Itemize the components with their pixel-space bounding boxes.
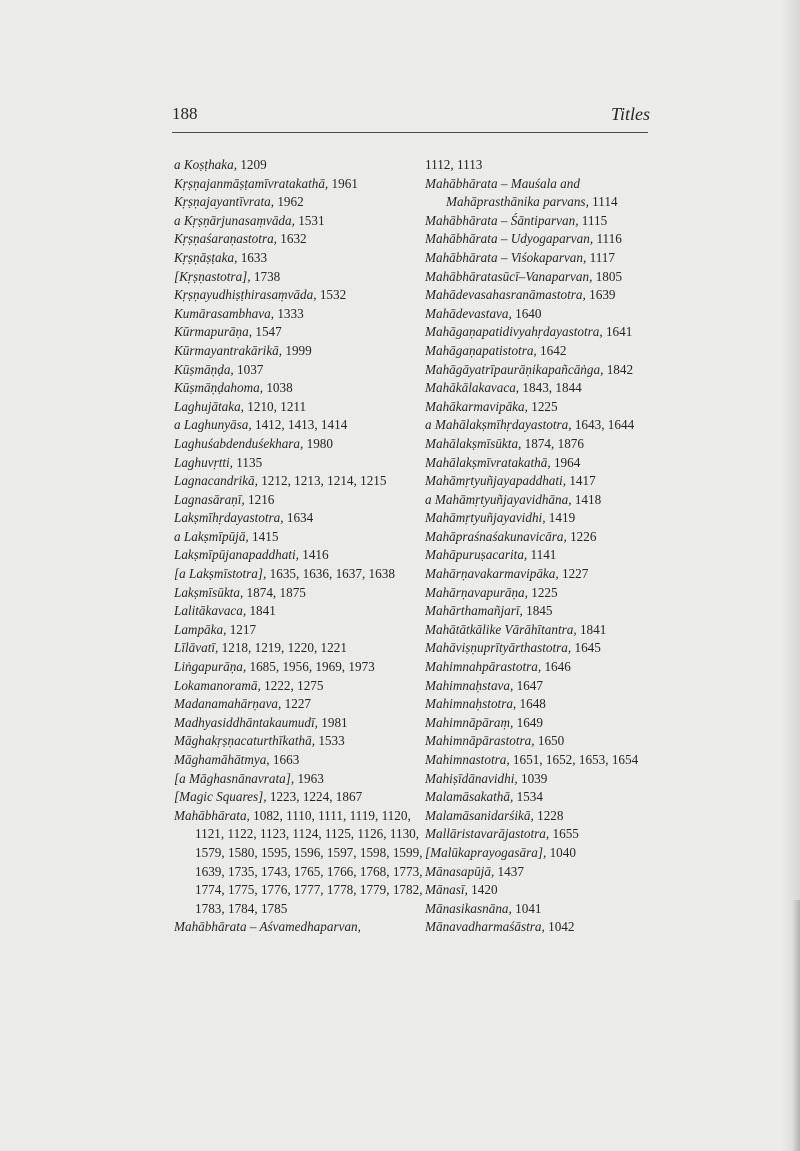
entry-title: Mānasapūjā, bbox=[425, 863, 495, 879]
entry-title: Māghamāhātmya, bbox=[174, 752, 270, 767]
index-entry bbox=[425, 230, 657, 249]
index-entry bbox=[174, 918, 424, 937]
index-entry bbox=[425, 528, 657, 547]
entry-references: 1534 bbox=[516, 789, 543, 805]
entry-title: Mahākarmavipāka, bbox=[425, 398, 528, 414]
entry-title: Kṛṣṇāṣṭaka, bbox=[174, 249, 238, 265]
entry-references: 1663 bbox=[272, 752, 300, 767]
entry-title: Mahāmṛtyuñjayavidhi, bbox=[425, 510, 546, 526]
entry-title: Liṅgapurāṇa, bbox=[174, 659, 247, 675]
index-entry bbox=[174, 435, 424, 454]
entry-references: 1633 bbox=[240, 249, 268, 265]
entry-references: 1961 bbox=[331, 175, 358, 191]
index-entry bbox=[174, 509, 424, 528]
entry-title: a Laghunyāsa, bbox=[174, 417, 252, 433]
index-entry bbox=[174, 230, 424, 249]
entry-references: 1040 bbox=[549, 844, 576, 860]
entry-title: a Kṛṣṇārjunasaṃvāda, bbox=[174, 212, 295, 228]
entry-references: 1646 bbox=[544, 659, 571, 675]
entry-title: Mahimnāpāraṃ, bbox=[425, 714, 514, 730]
index-entry bbox=[174, 639, 424, 658]
entry-title: Mahimnastotra, bbox=[425, 752, 510, 767]
entry-title: Mānavadharmaśāstra, bbox=[425, 919, 545, 935]
entry-title: Mahimnāpārastotra, bbox=[425, 733, 535, 749]
index-entry bbox=[174, 546, 424, 565]
index-entry bbox=[174, 472, 424, 491]
entry-title: Kūrmayantrakārikā, bbox=[174, 342, 283, 358]
index-entry bbox=[425, 788, 657, 807]
entry-title: Mahāgaṇapatidivyahṛdayastotra, bbox=[425, 324, 603, 340]
entry-references: 1648 bbox=[519, 696, 546, 712]
index-entry bbox=[174, 751, 424, 770]
index-entry bbox=[425, 379, 657, 398]
index-entry bbox=[425, 565, 657, 584]
index-entry bbox=[425, 323, 657, 342]
index-entry bbox=[174, 788, 424, 807]
running-title: Titles bbox=[610, 104, 650, 124]
index-entry bbox=[425, 751, 657, 770]
index-entry bbox=[174, 175, 424, 194]
index-entry bbox=[425, 268, 657, 287]
entry-references: 1962 bbox=[277, 194, 304, 210]
entry-title: Mānasikasnāna, bbox=[425, 900, 512, 916]
index-entry bbox=[174, 361, 424, 380]
entry-title: Mahābhārata – Mauśala and Mahāprasthānika parvans, bbox=[425, 175, 589, 210]
entry-title: Kūrmapurāṇa, bbox=[174, 324, 253, 340]
index-entry bbox=[174, 249, 424, 268]
entry-title: Māghakṛṣṇacaturthīkathā, bbox=[174, 733, 316, 749]
entry-references: 1416 bbox=[302, 547, 329, 563]
entry-references: 1643, 1644 bbox=[574, 417, 635, 433]
entry-title: Kṛṣṇaśaraṇastotra, bbox=[174, 231, 277, 247]
entry-references: 1964 bbox=[553, 454, 581, 470]
entry-references: 1874, 1876 bbox=[524, 435, 584, 451]
entry-references: 1845 bbox=[526, 603, 553, 619]
index-column-left bbox=[174, 156, 424, 937]
entry-title: Mahābhārata – Aśvamedhaparvan, bbox=[174, 919, 361, 935]
index-entry bbox=[425, 714, 657, 733]
index-entry bbox=[425, 807, 657, 826]
index-entry bbox=[174, 714, 424, 733]
entry-references: 1634 bbox=[286, 510, 314, 526]
index-entry bbox=[174, 677, 424, 696]
entry-title: Kṛṣṇajayantīvrata, bbox=[174, 194, 275, 210]
entry-references: 1874, 1875 bbox=[246, 584, 306, 600]
entry-title: Mahālakṣmīvratakathā, bbox=[425, 454, 551, 470]
index-entry bbox=[425, 918, 657, 937]
entry-title: Mahādevasahasranāmastotra, bbox=[425, 287, 586, 303]
entry-title: Madanamahārṇava, bbox=[174, 696, 282, 712]
entry-references: 1999 bbox=[285, 342, 312, 358]
entry-references: 1039 bbox=[520, 770, 548, 786]
entry-title: Lokamanoramā, bbox=[174, 677, 261, 693]
entry-references: 1655 bbox=[552, 826, 579, 842]
entry-title: Mahārṇavakarmavipāka, bbox=[425, 566, 559, 582]
entry-title: Mahiṣīdānavidhi, bbox=[425, 770, 518, 786]
entry-references: 1805 bbox=[595, 268, 623, 284]
entry-title: Lagnasāraṇī, bbox=[174, 491, 245, 507]
index-entry bbox=[425, 249, 657, 268]
entry-title: Mahāgāyatrīpaurāṇikapañcāṅga, bbox=[425, 361, 604, 377]
index-entry bbox=[425, 881, 657, 900]
entry-references: 1645 bbox=[574, 640, 601, 656]
index-entry bbox=[174, 732, 424, 751]
entry-references: 1210, 1211 bbox=[247, 398, 307, 414]
entry-title: Mahāviṣṇuprītyārthastotra, bbox=[425, 640, 572, 656]
index-entry bbox=[174, 416, 424, 435]
index-entry bbox=[425, 584, 657, 603]
entry-references: 1041 bbox=[515, 900, 542, 916]
entry-references: 1116 bbox=[596, 231, 622, 247]
entry-references: 1225 bbox=[531, 398, 558, 414]
index-entry bbox=[425, 398, 657, 417]
entry-title: Lakṣmīhṛdayastotra, bbox=[174, 510, 284, 526]
entry-title: Kumārasambhava, bbox=[174, 305, 275, 321]
index-entry bbox=[174, 695, 424, 714]
index-entry bbox=[174, 305, 424, 324]
index-entry bbox=[174, 342, 424, 361]
entry-references: 1647 bbox=[516, 677, 543, 693]
entry-references: 1651, 1652, 1653, 1654 bbox=[512, 752, 639, 767]
entry-references: 1632 bbox=[280, 231, 307, 247]
entry-references: 1738 bbox=[253, 268, 281, 284]
entry-references: 1226 bbox=[570, 528, 597, 544]
index-entry bbox=[174, 602, 424, 621]
entry-references: 1981 bbox=[321, 714, 348, 730]
entry-references: 1418 bbox=[574, 491, 602, 507]
index-entry bbox=[425, 491, 657, 510]
entry-title: a Mahālakṣmīhṛdayastotra, bbox=[425, 417, 572, 433]
entry-title: Lalitākavaca, bbox=[174, 603, 247, 619]
index-entry bbox=[174, 491, 424, 510]
entry-references: 1117 bbox=[589, 249, 615, 265]
entry-title: Laghujātaka, bbox=[174, 398, 244, 414]
entry-references: 1635, 1636, 1637, 1638 bbox=[269, 566, 395, 582]
entry-title: Mahābhārata – Udyogaparvan, bbox=[425, 231, 594, 247]
entry-references: 1227 bbox=[561, 566, 589, 582]
entry-references: 1222, 1275 bbox=[264, 677, 324, 693]
entry-references: 1420 bbox=[471, 882, 498, 898]
entry-references: 1437 bbox=[497, 863, 524, 879]
entry-title: Mahāmṛtyuñjayapaddhati, bbox=[425, 473, 567, 489]
entry-references: 1333 bbox=[277, 305, 304, 321]
entry-references: 1841 bbox=[249, 603, 276, 619]
entry-references: 1650 bbox=[537, 733, 565, 749]
entry-title: Lagnacandrikā, bbox=[174, 473, 258, 489]
index-entry bbox=[425, 863, 657, 882]
index-entry bbox=[174, 621, 424, 640]
index-entry bbox=[425, 602, 657, 621]
entry-title: Mahārṇavapurāṇa, bbox=[425, 584, 528, 600]
entry-title: a Lakṣmīpūjā, bbox=[174, 528, 249, 544]
entry-title: Mahābhārata – Viśokaparvan, bbox=[425, 249, 587, 265]
entry-references: 1963 bbox=[297, 770, 324, 786]
entry-title: Malamāsanidarśikā, bbox=[425, 807, 534, 823]
entry-title: a Koṣṭhaka, bbox=[174, 157, 238, 172]
entry-title: Līlāvatī, bbox=[174, 640, 219, 656]
index-entry bbox=[174, 379, 424, 398]
entry-title: Mahābhāratasūcī–Vanaparvan, bbox=[425, 268, 593, 284]
index-entry bbox=[425, 639, 657, 658]
page-header bbox=[0, 0, 800, 150]
entry-title: Mahākālakavaca, bbox=[425, 380, 520, 396]
index-entry bbox=[425, 546, 657, 565]
index-entry bbox=[174, 156, 424, 175]
index-entry bbox=[425, 621, 657, 640]
index-entry bbox=[425, 472, 657, 491]
entry-title: Mahātātkālike Vārāhītantra, bbox=[425, 621, 577, 637]
index-entry bbox=[425, 156, 657, 175]
entry-references: 1223, 1224, 1867 bbox=[269, 789, 363, 805]
index-entry bbox=[174, 286, 424, 305]
index-entry bbox=[425, 732, 657, 751]
index-entry bbox=[425, 361, 657, 380]
entry-references: 1082, 1110, 1111, 1119, 1120, 1121, 1122, 1123, 1124, 1125, 1126, 1130, 1579, 1580, 1595, 1596, 1597, 1598, 1599, 1639, 1735, 1743, 1765, 1766, 1768, 1773, 1774, 1775, 1776, 1777, 1778, 1779, 1782, 1783, 1784, 1785 bbox=[195, 807, 423, 916]
entry-title: [Kṛṣṇastotra], bbox=[174, 268, 251, 284]
header-rule bbox=[172, 132, 648, 133]
entry-references: 1532 bbox=[319, 287, 347, 303]
entry-references: 1639 bbox=[589, 287, 616, 303]
entry-references: 1218, 1219, 1220, 1221 bbox=[221, 640, 347, 656]
entry-references: 1642 bbox=[540, 342, 567, 358]
entry-references: 1225 bbox=[531, 584, 558, 600]
entry-references: 1685, 1956, 1969, 1973 bbox=[249, 659, 375, 675]
entry-references: 1037 bbox=[237, 361, 264, 377]
entry-title: Madhyasiddhāntakaumudī, bbox=[174, 714, 318, 730]
index-entry bbox=[425, 844, 657, 863]
entry-references: 1228 bbox=[537, 807, 564, 823]
entry-title: Kṛṣṇajanmāṣṭamīvratakathā, bbox=[174, 175, 329, 191]
entry-title: Mahālakṣmīsūkta, bbox=[425, 435, 522, 451]
entry-title: [Malūkaprayogasāra], bbox=[425, 844, 547, 860]
entry-title: Mahimnaḥstotra, bbox=[425, 696, 517, 712]
index-entry bbox=[174, 770, 424, 789]
entry-title: [Magic Squares], bbox=[174, 789, 267, 805]
entry-references: 1841 bbox=[579, 621, 607, 637]
entry-references: 1531 bbox=[298, 212, 325, 228]
entry-title: Mahāgaṇapatistotra, bbox=[425, 342, 537, 358]
index-entry bbox=[425, 305, 657, 324]
entry-title: Lakṣmīpūjanapaddhati, bbox=[174, 547, 299, 563]
entry-references: 1112, 1113 bbox=[425, 157, 483, 172]
index-entry bbox=[425, 212, 657, 231]
entry-title: [a Lakṣmīstotra], bbox=[174, 566, 267, 582]
entry-references: 1417 bbox=[569, 473, 596, 489]
entry-title: Mānasī, bbox=[425, 882, 468, 898]
index-entry bbox=[425, 900, 657, 919]
entry-title: Mahādevastava, bbox=[425, 305, 512, 321]
index-entry bbox=[425, 825, 657, 844]
entry-title: Mahimnaḥstava, bbox=[425, 677, 514, 693]
index-entry bbox=[425, 695, 657, 714]
index-entry bbox=[425, 416, 657, 435]
entry-title: Mahābhārata – Śāntiparvan, bbox=[425, 212, 579, 228]
entry-title: Mahimnahpārastotra, bbox=[425, 659, 542, 675]
entry-title: Laghuvṛtti, bbox=[174, 454, 233, 470]
index-entry bbox=[174, 398, 424, 417]
entry-references: 1115 bbox=[581, 212, 608, 228]
index-entry bbox=[174, 323, 424, 342]
entry-references: 1114 bbox=[592, 194, 618, 210]
entry-references: 1649 bbox=[516, 714, 543, 730]
index-entry bbox=[174, 528, 424, 547]
entry-references: 1641 bbox=[605, 324, 633, 340]
index-entry bbox=[425, 175, 657, 212]
entry-references: 1640 bbox=[515, 305, 542, 321]
entry-references: 1042 bbox=[548, 919, 575, 935]
index-entry bbox=[174, 565, 424, 584]
index-entry bbox=[174, 454, 424, 473]
entry-title: Mahāpuruṣacarita, bbox=[425, 547, 528, 563]
index-entry bbox=[425, 286, 657, 305]
index-entry bbox=[425, 342, 657, 361]
index-entry bbox=[174, 584, 424, 603]
entry-references: 1547 bbox=[255, 324, 282, 340]
entry-references: 1412, 1413, 1414 bbox=[254, 417, 348, 433]
entry-title: Mahāpraśnaśakunavicāra, bbox=[425, 528, 567, 544]
entry-references: 1843, 1844 bbox=[522, 380, 582, 396]
entry-references: 1980 bbox=[306, 435, 333, 451]
index-entry bbox=[425, 677, 657, 696]
index-entry bbox=[174, 212, 424, 231]
entry-title: a Mahāmṛtyuñjayavidhāna, bbox=[425, 491, 572, 507]
index-entry bbox=[425, 435, 657, 454]
index-entry bbox=[425, 509, 657, 528]
entry-title: Kṛṣṇayudhiṣṭhirasaṃvāda, bbox=[174, 287, 317, 303]
page-number: 188 bbox=[172, 104, 198, 123]
index-entry bbox=[174, 807, 424, 919]
entry-title: Malamāsakathā, bbox=[425, 789, 514, 805]
entry-references: 1038 bbox=[266, 380, 293, 396]
entry-references: 1141 bbox=[530, 547, 557, 563]
entry-references: 1419 bbox=[548, 510, 576, 526]
index-entry bbox=[174, 268, 424, 287]
entry-title: Kūṣmāṇḍahoma, bbox=[174, 380, 264, 396]
index-entry bbox=[425, 770, 657, 789]
entry-references: 1533 bbox=[318, 733, 345, 749]
index-entry bbox=[425, 658, 657, 677]
index-column-right bbox=[425, 156, 657, 937]
entry-title: Lampāka, bbox=[174, 621, 227, 637]
entry-references: 1842 bbox=[606, 361, 634, 377]
entry-title: [a Māghasnānavrata], bbox=[174, 770, 295, 786]
entry-references: 1135 bbox=[236, 454, 263, 470]
entry-title: Mahābhārata, bbox=[174, 807, 250, 823]
entry-references: 1227 bbox=[284, 696, 311, 712]
page-edge-shadow-lower bbox=[792, 900, 800, 1151]
entry-references: 1217 bbox=[229, 621, 257, 637]
entry-references: 1415 bbox=[252, 528, 279, 544]
index-entry bbox=[425, 454, 657, 473]
entry-title: Kūṣmāṇḍa, bbox=[174, 361, 234, 377]
entry-title: Lakṣmīsūkta, bbox=[174, 584, 244, 600]
entry-references: 1209 bbox=[240, 157, 267, 172]
index-entry bbox=[174, 193, 424, 212]
entry-references: 1212, 1213, 1214, 1215 bbox=[261, 473, 387, 489]
index-entry bbox=[174, 658, 424, 677]
entry-references: 1216 bbox=[248, 491, 275, 507]
entry-title: Mahārthamañjarī, bbox=[425, 603, 523, 619]
entry-title: Laghuśabdenduśekhara, bbox=[174, 435, 304, 451]
entry-title: Mallāristavarājastotra, bbox=[425, 826, 550, 842]
